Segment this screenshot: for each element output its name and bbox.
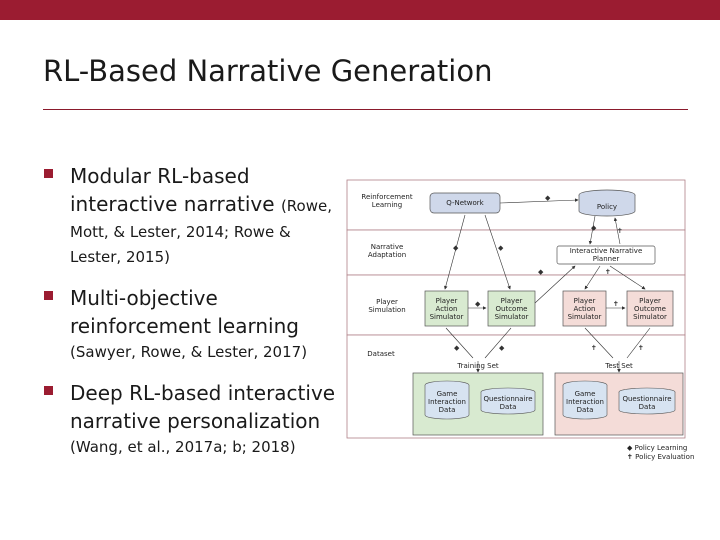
row-label-dataset: Dataset — [367, 350, 395, 358]
bullet-main: Multi-objective reinforcement learning — [70, 286, 299, 338]
page-title: RL-Based Narrative Generation — [43, 54, 493, 88]
svg-text:◆: ◆ — [498, 244, 504, 252]
legend-evaluation — [627, 453, 694, 462]
svg-text:◆: ◆ — [591, 224, 597, 232]
svg-text:✝: ✝ — [605, 268, 611, 276]
legend-learning-symbol: ◆ — [627, 444, 633, 452]
svg-text:✝: ✝ — [638, 344, 644, 352]
title-divider — [43, 109, 688, 110]
bullet-citation: (Wang, et al., 2017a; b; 2018) — [70, 438, 296, 456]
legend-learning-text: Policy Learning — [634, 444, 688, 452]
svg-text:◆: ◆ — [538, 268, 544, 276]
architecture-diagram — [345, 178, 710, 468]
bullet-citation: Mott, & Lester, 2014; Rowe & Lester, 2015) — [70, 223, 291, 266]
outcome-sim-2-label: Player Outcome Simulator — [633, 296, 667, 321]
bullet-item — [44, 379, 344, 460]
questionnaire-2-label: Questionnaire Data — [622, 395, 672, 411]
bullet-item — [44, 284, 344, 365]
planner-label: Interactive Narrative Planner — [569, 247, 643, 263]
legend-learning — [627, 444, 694, 453]
bullet-citation-inline: (Rowe, — [280, 197, 332, 215]
row-label-adaptation: Narrative Adaptation — [367, 243, 407, 259]
training-set-label: Training Set — [457, 362, 499, 370]
row-label-simulation: Player Simulation — [368, 298, 406, 314]
top-accent-bar — [0, 0, 720, 20]
bullet-main: Modular RL-based interactive narrative — [70, 164, 275, 216]
svg-text:✝: ✝ — [591, 344, 597, 352]
svg-text:◆: ◆ — [453, 244, 459, 252]
svg-text:◆: ◆ — [499, 344, 505, 352]
questionnaire-1-label: Questionnaire Data — [483, 395, 533, 411]
action-sim-1-label: Player Action Simulator — [429, 296, 464, 321]
legend-evaluation-text: Policy Evaluation — [635, 453, 695, 461]
bullet-list — [44, 162, 344, 474]
svg-text:◆: ◆ — [475, 300, 481, 308]
game-data-2-label: Game Interaction Data — [566, 390, 604, 414]
svg-text:◆: ◆ — [545, 194, 551, 202]
svg-text:✝: ✝ — [613, 300, 619, 308]
q-network-label: Q-Network — [446, 199, 484, 207]
bullet-marker — [44, 169, 53, 178]
action-sim-2-label: Player Action Simulator — [567, 296, 602, 321]
bullet-marker — [44, 291, 53, 300]
outcome-sim-1-label: Player Outcome Simulator — [494, 296, 529, 321]
bullet-marker — [44, 386, 53, 395]
game-data-1-label: Game Interaction Data — [428, 390, 466, 414]
svg-text:✝: ✝ — [617, 227, 623, 235]
diagram-legend — [627, 444, 694, 462]
test-set-label: Test Set — [605, 362, 633, 370]
row-label-rl: Reinforcement Learning — [361, 193, 413, 209]
policy-label: Policy — [596, 203, 618, 211]
svg-text:◆: ◆ — [454, 344, 460, 352]
bullet-item — [44, 162, 344, 270]
bullet-main: Deep RL-based interactive narrative personalization — [70, 381, 336, 433]
bullet-citation: (Sawyer, Rowe, & Lester, 2017) — [70, 343, 308, 361]
legend-evaluation-symbol: ✝ — [627, 453, 633, 461]
